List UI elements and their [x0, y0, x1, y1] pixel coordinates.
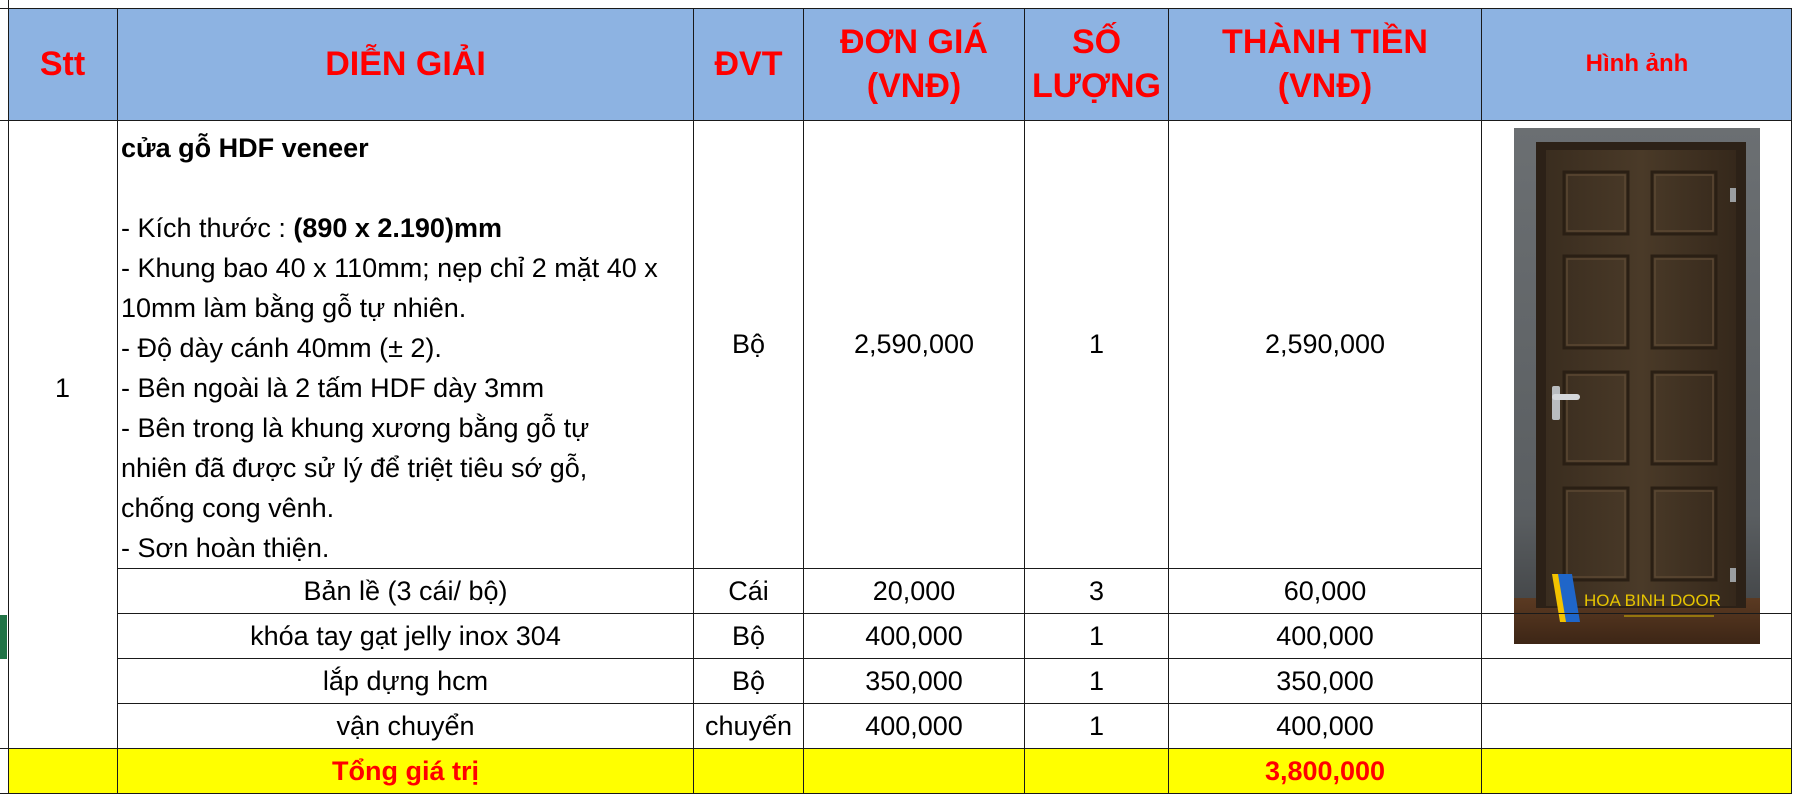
main-item-so-luong-value: 1 — [1088, 328, 1105, 359]
row-bản-le-don-gia — [804, 569, 1024, 614]
row-van-chuyen-don-gia — [804, 704, 1024, 749]
row-lap-dung-thanh-tien — [1169, 659, 1481, 704]
row-don-gia: 350,000 — [865, 666, 963, 696]
main-item-so-luong — [1025, 120, 1168, 568]
header-don-gia-unit: (VNĐ) — [866, 67, 962, 105]
main-item-don-gia-value: 2,590,000 — [853, 328, 975, 359]
header-thanh-tien — [1169, 8, 1481, 120]
row-lap-dung-don-gia — [804, 659, 1024, 704]
header-thanh-tien-label: THÀNH TIỀN — [1222, 23, 1428, 61]
row-khoa-don-gia — [804, 614, 1024, 659]
header-stt-label: Stt — [39, 45, 86, 83]
main-item-description — [121, 128, 691, 568]
row-lap-dung-dien-giai — [118, 659, 693, 704]
row-bản-le-dien-giai — [118, 569, 693, 614]
row-bản-le-so-luong — [1025, 569, 1168, 614]
total-value — [1169, 749, 1481, 793]
row-van-chuyen-dien-giai — [118, 704, 693, 749]
row-dien-giai: Bản lề (3 cái/ bộ) — [303, 576, 508, 606]
main-item-desc-line: - Sơn hoàn thiện. — [121, 533, 330, 563]
row-van-chuyen-thanh-tien — [1169, 704, 1481, 749]
header-don-gia — [804, 8, 1024, 120]
main-item-stt-value: 1 — [54, 372, 71, 403]
main-item-size-prefix: - Kích thước : — [121, 213, 294, 243]
main-item-dvt — [694, 120, 803, 568]
door-photo-logo-text: HOA BINH DOOR — [1584, 591, 1721, 610]
main-item-desc-line: - Bên ngoài là 2 tấm HDF dày 3mm — [121, 373, 545, 403]
header-dvt-label: ĐVT — [714, 45, 783, 83]
header-dien-giai — [118, 8, 693, 120]
total-label-text: Tổng giá trị — [332, 755, 479, 786]
main-item-stt — [8, 120, 117, 656]
row-lap-dung-so-luong — [1025, 659, 1168, 704]
main-item-desc-line: - Bên trong là khung xương bằng gỗ tự — [121, 413, 590, 443]
row-so-luong: 3 — [1088, 576, 1105, 606]
header-hinh-anh-label: Hình ảnh — [1585, 50, 1689, 77]
sheet-edge-marker — [0, 615, 7, 659]
row-dvt: Bộ — [731, 621, 766, 651]
main-item-thanh-tien — [1169, 120, 1481, 568]
row-lap-dung-dvt — [694, 659, 803, 704]
row-thanh-tien: 350,000 — [1276, 666, 1374, 696]
row-bản-le-thanh-tien — [1169, 569, 1481, 614]
header-thanh-tien-unit: (VNĐ) — [1277, 67, 1373, 105]
header-dien-giai-label: DIỄN GIẢI — [325, 45, 486, 83]
main-item-desc-line: - Khung bao 40 x 110mm; nẹp chỉ 2 mặt 40 x — [121, 253, 658, 283]
row-so-luong: 1 — [1088, 666, 1105, 696]
main-item-desc-line: 10mm làm bằng gỗ tự nhiên. — [121, 293, 467, 323]
row-so-luong: 1 — [1088, 621, 1105, 651]
main-item-don-gia — [804, 120, 1024, 568]
row-so-luong: 1 — [1088, 711, 1105, 741]
row-khoa-dvt — [694, 614, 803, 659]
row-thanh-tien: 400,000 — [1276, 621, 1374, 651]
header-so-luong-label-2: LƯỢNG — [1032, 67, 1161, 105]
header-so-luong-label-1: SỐ — [1071, 23, 1122, 61]
main-item-desc-line: nhiên đã được sử lý để triệt tiêu sớ gỗ, — [121, 453, 588, 483]
row-don-gia: 400,000 — [865, 621, 963, 651]
row-don-gia: 20,000 — [872, 576, 956, 606]
row-dien-giai: lắp dựng hcm — [322, 666, 489, 696]
main-item-dvt-value: Bộ — [731, 328, 766, 359]
row-bản-le-dvt — [694, 569, 803, 614]
total-label — [118, 749, 693, 793]
row-van-chuyen-so-luong — [1025, 704, 1168, 749]
header-don-gia-label: ĐƠN GIÁ — [839, 23, 988, 61]
row-thanh-tien: 60,000 — [1283, 576, 1367, 606]
header-so-luong — [1025, 8, 1168, 120]
row-van-chuyen-dvt — [694, 704, 803, 749]
main-item-desc-line: chống cong vênh. — [121, 493, 335, 523]
row-dvt: chuyến — [704, 711, 793, 741]
main-item-title: cửa gỗ HDF veneer — [121, 133, 369, 163]
door-photo — [1514, 128, 1760, 644]
row-khoa-dien-giai — [118, 614, 693, 659]
row-dvt: Cái — [728, 576, 769, 606]
main-item-thanh-tien-value: 2,590,000 — [1264, 328, 1386, 359]
main-item-size-value: (890 x 2.190)mm — [293, 213, 502, 243]
row-khoa-so-luong — [1025, 614, 1168, 659]
main-item-size-line — [121, 208, 691, 248]
row-dien-giai: khóa tay gạt jelly inox 304 — [250, 621, 561, 651]
header-stt — [8, 8, 117, 120]
row-thanh-tien: 400,000 — [1276, 711, 1374, 741]
main-item-desc-line: - Độ dày cánh 40mm (± 2). — [121, 333, 442, 363]
row-khoa-thanh-tien — [1169, 614, 1481, 659]
total-value-text: 3,800,000 — [1264, 755, 1386, 786]
header-hinh-anh — [1482, 8, 1792, 120]
header-dvt — [694, 8, 803, 120]
row-dvt: Bộ — [731, 666, 766, 696]
row-don-gia: 400,000 — [865, 711, 963, 741]
row-dien-giai: vận chuyển — [336, 711, 475, 741]
